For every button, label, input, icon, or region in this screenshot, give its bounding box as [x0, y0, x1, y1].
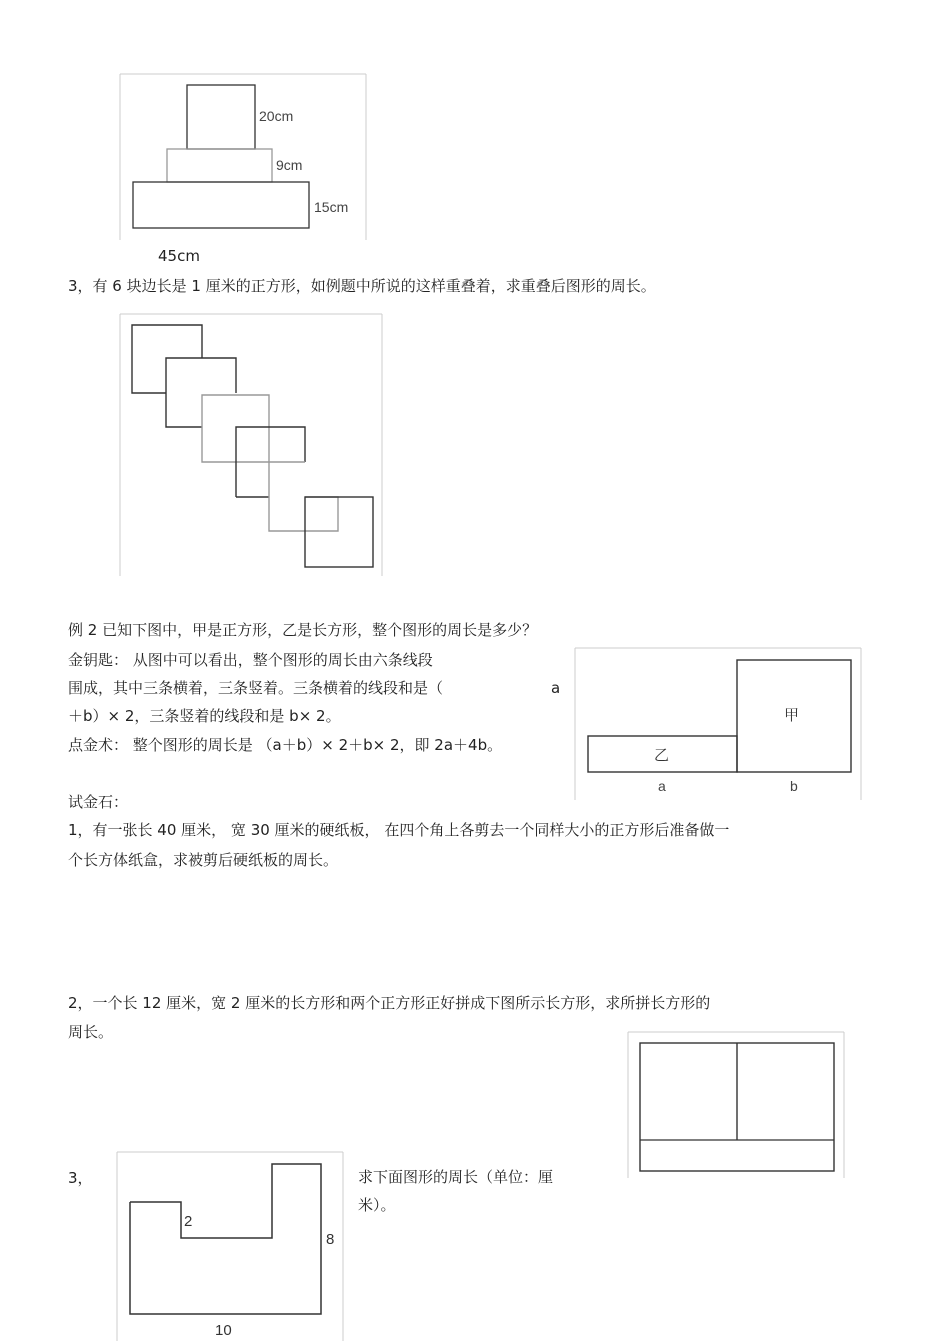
label-10: 10 — [215, 1322, 232, 1339]
practice-q1-line-1: 1，有一张长 40 厘米， 宽 30 厘米的硬纸板， 在四个角上各剪去一个同样大小的正方形后准备做一 — [68, 821, 730, 839]
u-shape-figure — [115, 1150, 345, 1341]
golden-technique-line: 点金术： 整个图形的周长是 （a＋b）× 2＋b× 2，即 2a＋4b。 — [68, 736, 503, 754]
two-squares-and-rectangle-figure — [626, 1030, 848, 1180]
label-jia: 甲 — [784, 707, 800, 724]
example-2-title: 例 2 已知下图中，甲是正方形，乙是长方形，整个图形的周长是多少？ — [68, 621, 538, 639]
label-yi: 乙 — [654, 747, 670, 764]
label-15cm: 15cm — [314, 199, 349, 215]
square-and-rectangle-figure — [573, 646, 865, 802]
u-shape-outline — [130, 1164, 321, 1314]
golden-key-line-2: 围成，其中三条横着，三条竖着。三条横着的线段和是（ — [68, 679, 444, 697]
problem-3-overlap-text: 3，有 6 块边长是 1 厘米的正方形，如例题中所说的这样重叠着，求重叠后图形的周长。 — [68, 277, 656, 295]
practice-q2-line-2: 周长。 — [68, 1023, 114, 1041]
golden-key-line-1: 金钥匙： 从图中可以看出，整个图形的周长由六条线段 — [68, 651, 433, 669]
practice-q3-number: 3， — [68, 1169, 93, 1187]
width-label-45cm: 45cm — [158, 247, 200, 265]
practice-heading: 试金石： — [68, 793, 129, 811]
middle-rectangle — [167, 149, 272, 182]
label-9cm: 9cm — [276, 157, 303, 173]
stacked-rectangles-figure — [118, 72, 370, 242]
overlapping-squares-figure — [118, 312, 384, 578]
practice-q2-line-1: 2，一个长 12 厘米，宽 2 厘米的长方形和两个正方形正好拼成下图所示长方形，求所拼长方形的 — [68, 994, 711, 1012]
label-2: 2 — [184, 1213, 193, 1230]
label-20cm: 20cm — [259, 108, 294, 124]
practice-q3-line-1: 求下面图形的周长（单位：厘 — [358, 1168, 554, 1186]
golden-key-line-3: ＋b）× 2，三条竖着的线段和是 b× 2。 — [68, 707, 341, 725]
practice-q1-line-2: 个长方体纸盒，求被剪后硬纸板的周长。 — [68, 851, 339, 869]
label-a: a — [658, 778, 666, 794]
label-8: 8 — [326, 1231, 335, 1248]
practice-q3-line-2: 米）。 — [358, 1196, 396, 1214]
label-b: b — [790, 778, 798, 794]
bottom-rectangle — [133, 182, 309, 228]
golden-key-line-2-tail: a — [551, 679, 561, 697]
top-rectangle — [187, 85, 255, 149]
